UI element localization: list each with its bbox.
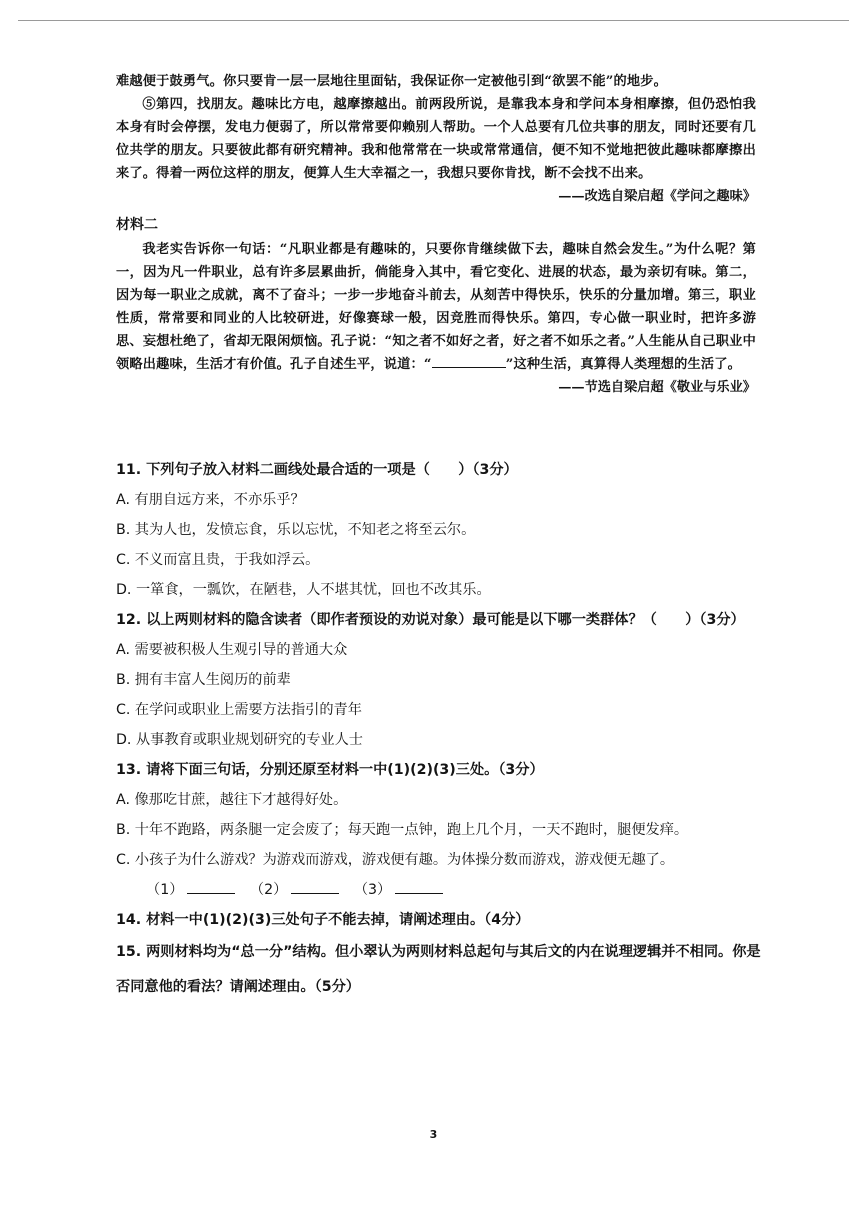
question-12-stem: 12. 以上两则材料的隐含读者（即作者预设的劝说对象）最可能是以下哪一类群体？（ ）（3分） [116,612,745,628]
question-13-sentence-b: B. 十年不跑路，两条腿一定会废了；每天跑一点钟，跑上几个月，一天不跑时，腿便发痒。 [116,822,689,838]
material2-underlined-blank [432,353,506,368]
page-number: 3 [429,1128,438,1141]
question-11-option-c: C. 不义而富且贵，于我如浮云。 [116,552,320,568]
question-12-option-c: C. 在学问或职业上需要方法指引的青年 [116,702,362,718]
question-section [116,455,766,1005]
page-top-rule [18,20,849,21]
blank-1-line[interactable] [187,879,235,894]
question-11-option-d: D. 一箪食，一瓢饮，在陋巷，人不堪其忧，回也不改其乐。 [116,582,491,598]
material1-paragraph-4-end: 难越便于鼓勇气。你只要肯一层一层地往里面钻，我保证你一定被他引到“欲罢不能”的地步。 [116,74,668,89]
question-13-answer-blanks [116,875,766,905]
question-11-stem: 11. 下列句子放入材料二画线处最合适的一项是（ ）（3分） [116,462,518,478]
material2-source: ——节选自梁启超《敬业与乐业》 [558,380,756,395]
question-12-option-b: B. 拥有丰富人生阅历的前辈 [116,672,291,688]
blank-1-label: （1） [146,882,184,898]
question-11-option-a: A. 有朋自远方来，不亦乐乎？ [116,492,305,508]
blank-3-label: （3） [353,882,392,898]
material1-source: ——改选自梁启超《学问之趣味》 [558,189,756,204]
question-13-stem: 13. 请将下面三句话，分别还原至材料一中(1)(2)(3)三处。（3分） [116,762,544,778]
question-15-stem: 15. 两则材料均为“总一分”结构。但小翠认为两则材料总起句与其后文的内在说理逻辑并不相同。你是否同意他的看法？请阐述理由。（5分） [116,944,761,995]
material2-text-after-blank: ”这种生活，真算得人类理想的生活了。 [505,357,742,372]
question-12-option-d: D. 从事教育或职业规划研究的专业人士 [116,732,363,748]
question-14-stem: 14. 材料一中(1)(2)(3)三处句子不能去掉，请阐述理由。（4分） [116,912,530,928]
question-13-sentence-c: C. 小孩子为什么游戏？为游戏而游戏，游戏便有趣。为体操分数而游戏，游戏便无趣了。 [116,852,675,868]
question-13-sentence-a: A. 像那吃甘蔗，越往下才越得好处。 [116,792,348,808]
blank-2-label: （2） [249,882,288,898]
question-12-option-a: A. 需要被积极人生观引导的普通大众 [116,642,348,658]
blank-2-line[interactable] [291,879,339,894]
question-11-option-b: B. 其为人也，发愤忘食，乐以忘忧，不知老之将至云尔。 [116,522,476,538]
material2-paragraph [116,238,756,376]
reading-material [116,70,756,399]
material2-heading: 材料二 [116,217,158,233]
material1-paragraph-5: ⑤第四，找朋友。趣味比方电，越摩擦越出。前两段所说，是靠我本身和学问本身相摩擦，但仍恐怕我本身有时会停摆，发电力便弱了，所以常常要仰赖别人帮助。一个人总要有几位共事的朋友，同时还要有几位共学的朋友。只要彼此都有研究精神。我和他常常在一块或常常通信，便不知不觉地把彼此趣味都摩擦出来了。得着一两位这样的朋友，便算人生大幸福之一，我想只要你肯找，断不会找不出来。 [116,97,756,181]
blank-3-line[interactable] [395,879,443,894]
material2-text-before-blank: 我老实告诉你一句话：“凡职业都是有趣味的，只要你肯继续做下去，趣味自然会发生。”为什么呢？第一，因为凡一件职业，总有许多层累曲折，倘能身入其中，看它变化、进展的状态，最为亲切有味。第二，因为每一职业之成就，离不了奋斗；一步一步地奋斗前去，从刻苦中得快乐，快乐的分量加增。第三，职业性质，常常要和同业的人比较研进，好像赛球一般，因竞胜而得快乐。第四，专心做一职业时，把许多游思、妄想杜绝了，省却无限闲烦恼。孔子说：“知之者不如好之者，好之者不如乐之者。”人生能从自己职业中领略出趣味，生活才有价值。孔子自述生平，说道：“ [116,242,756,372]
